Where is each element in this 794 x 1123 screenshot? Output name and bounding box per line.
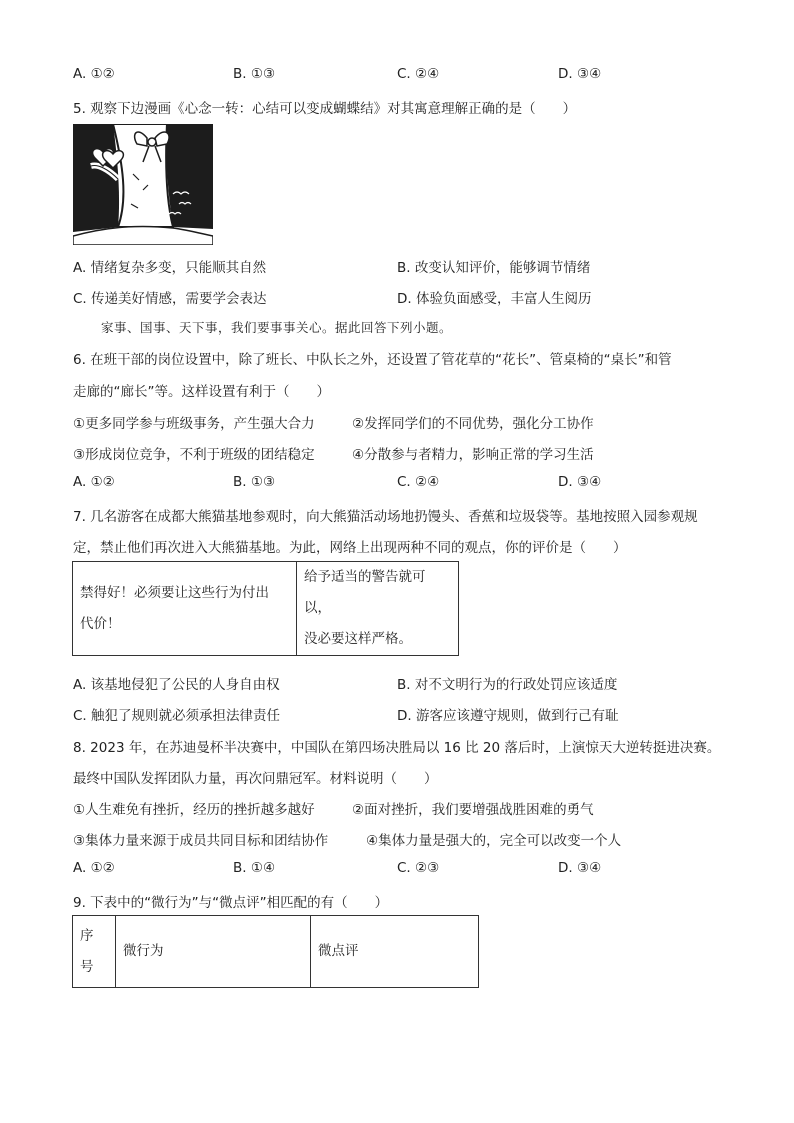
q6-option-a[interactable]: A. ①② — [73, 474, 115, 490]
q6-option-b[interactable]: B. ①③ — [233, 474, 276, 490]
q7-view-2-line1: 给予适当的警告就可以， — [304, 569, 426, 616]
q6-statement-2: ②发挥同学们的不同优势，强化分工协作 — [352, 416, 594, 432]
q7-option-d[interactable]: D. 游客应该遵守规则，做到行己有耻 — [397, 708, 619, 724]
q5-option-c[interactable]: C. 传递美好情感，需要学会表达 — [73, 291, 267, 307]
q6-statement-3: ③形成岗位竞争，不利于班级的团结稳定 — [73, 447, 315, 463]
q7-view-1 — [73, 562, 297, 656]
q5-option-b[interactable]: B. 改变认知评价，能够调节情绪 — [397, 260, 591, 276]
q6-option-c[interactable]: C. ②④ — [397, 474, 440, 490]
q7-view-1-line1: 禁得好！必须要让这些行为付出 — [80, 584, 269, 601]
q8-option-c[interactable]: C. ②③ — [397, 860, 440, 876]
q4-option-b[interactable]: B. ①③ — [233, 66, 276, 82]
q9-header-micro-behavior: 微行为 — [116, 916, 311, 988]
section-intro: 家事、国事、天下事，我们要事事关心。据此回答下列小题。 — [101, 320, 453, 335]
q8-stem-line2: 最终中国队发挥团队力量，再次问鼎冠军。材料说明（ ） — [73, 771, 438, 787]
q8-statement-3: ③集体力量来源于成员共同目标和团结协作 — [73, 833, 329, 849]
cartoon-heart-knot-image — [73, 124, 213, 245]
q6-stem-line1: 6. 在班干部的岗位设置中，除了班长、中队长之外，还设置了管花草的“花长”、管桌椅的“桌长”和管 — [73, 352, 672, 368]
q7-stem-line2: 定，禁止他们再次进入大熊猫基地。为此，网络上出现两种不同的观点，你的评价是（ ） — [73, 540, 627, 556]
q7-option-b[interactable]: B. 对不文明行为的行政处罚应该适度 — [397, 677, 618, 693]
q6-statement-1: ①更多同学参与班级事务，产生强大合力 — [73, 416, 315, 432]
q8-option-d[interactable]: D. ③④ — [558, 860, 602, 876]
q6-stem-line2: 走廊的“廊长”等。这样设置有利于（ ） — [73, 384, 330, 400]
q4-option-c[interactable]: C. ②④ — [397, 66, 440, 82]
q7-view-1-line2: 代价！ — [80, 615, 121, 632]
q6-option-d[interactable]: D. ③④ — [558, 474, 602, 490]
q8-option-b[interactable]: B. ①④ — [233, 860, 276, 876]
q9-header-index — [73, 916, 116, 988]
q8-stem-line1: 8. 2023 年，在苏迪曼杯半决赛中，中国队在第四场决胜局以 16 比 20 落后时，上演惊天大逆转挺进决赛。 — [73, 740, 721, 756]
q9-table — [72, 915, 479, 988]
q5-option-a[interactable]: A. 情绪复杂多变，只能顺其自然 — [73, 260, 267, 276]
q8-statement-2: ②面对挫折，我们要增强战胜困难的勇气 — [352, 802, 594, 818]
q7-view-2 — [297, 562, 459, 656]
q5-option-d[interactable]: D. 体验负面感受，丰富人生阅历 — [397, 291, 592, 307]
q6-statement-4: ④分散参与者精力，影响正常的学习生活 — [352, 447, 594, 463]
q7-option-c[interactable]: C. 触犯了规则就必须承担法律责任 — [73, 708, 281, 724]
q9-table-header-row — [73, 916, 479, 988]
q4-option-d[interactable]: D. ③④ — [558, 66, 602, 82]
q9-stem: 9. 下表中的“微行为”与“微点评”相匹配的有（ ） — [73, 895, 389, 911]
q7-stem-line1: 7. 几名游客在成都大熊猫基地参观时，向大熊猫活动场地扔馒头、香蕉和垃圾袋等。基地按照入园参观规 — [73, 509, 698, 525]
q7-views-table — [72, 561, 459, 656]
q8-statement-1: ①人生难免有挫折，经历的挫折越多越好 — [73, 802, 315, 818]
q4-option-a[interactable]: A. ①② — [73, 66, 115, 82]
q9-header-index-char2: 号 — [80, 958, 94, 975]
q9-header-index-char1: 序 — [80, 927, 94, 944]
q8-statement-4: ④集体力量是强大的，完全可以改变一个人 — [366, 833, 622, 849]
q7-view-2-line2: 没必要这样严格。 — [304, 631, 412, 647]
q9-header-micro-comment: 微点评 — [311, 916, 479, 988]
q5-stem: 5. 观察下边漫画《心念一转：心结可以变成蝴蝶结》对其寓意理解正确的是（ ） — [73, 101, 577, 117]
q7-option-a[interactable]: A. 该基地侵犯了公民的人身自由权 — [73, 677, 280, 693]
q8-option-a[interactable]: A. ①② — [73, 860, 115, 876]
